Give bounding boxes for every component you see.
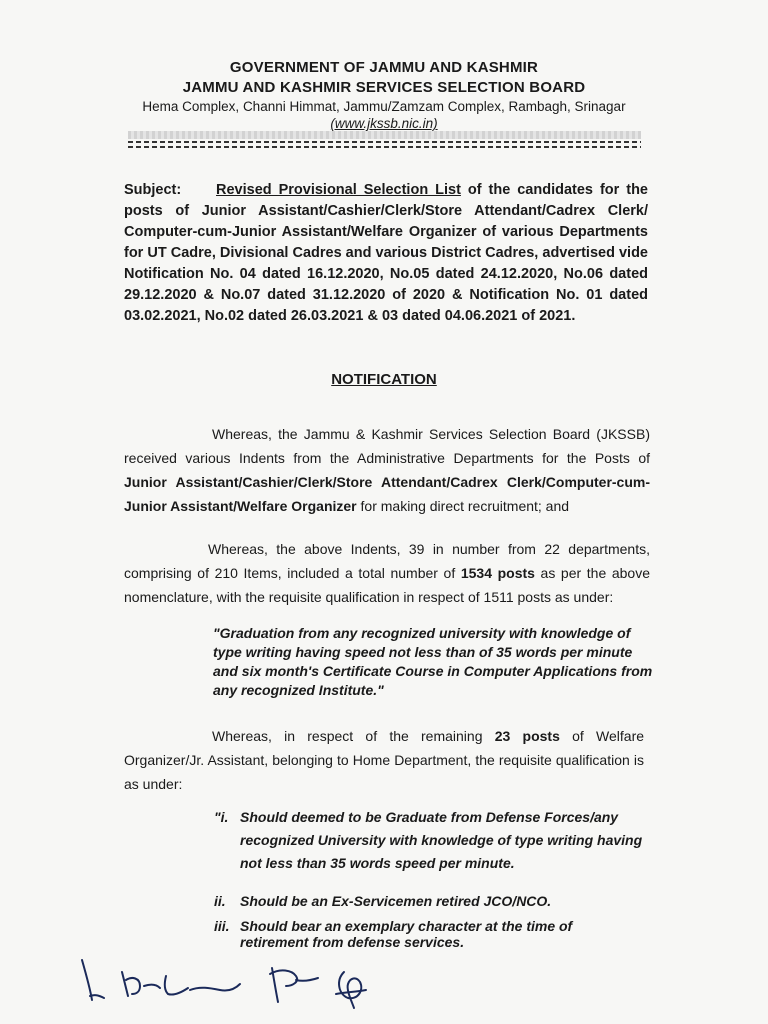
list-item-number: ii. bbox=[214, 893, 226, 909]
list-item bbox=[214, 918, 644, 950]
paragraph-3-text-a: Whereas, in respect of the remaining bbox=[212, 728, 495, 744]
paragraph-2-text-a: Whereas, the above Indents, 39 in number from 22 departments, comprising of 210 Items, included a total number of bbox=[124, 541, 650, 581]
list-item-text: Should be an Ex-Servicemen retired JCO/NCO. bbox=[240, 893, 552, 909]
paragraph-2 bbox=[124, 537, 650, 609]
paragraph-1-text-b: for making direct recruitment; and bbox=[356, 498, 570, 514]
list-item-text: Should deemed to be Graduate from Defense Forces/any recognized University with knowledge of type writing having not less than 35 words speed per minute. bbox=[240, 809, 643, 871]
board-website: (www.jkssb.nic.in) bbox=[330, 116, 438, 131]
board-address: Hema Complex, Channi Himmat, Jammu/Zamzam Complex, Rambagh, Srinagar bbox=[142, 99, 626, 114]
subject-underlined: Revised Provisional Selection List bbox=[216, 182, 461, 198]
list-item-text: Should bear an exemplary character at the time of retirement from defense services. bbox=[240, 918, 573, 950]
header-dashed-rule bbox=[128, 141, 641, 143]
header-rule-shade bbox=[128, 131, 641, 139]
paragraph-2-bold: 1534 posts bbox=[460, 565, 535, 581]
paragraph-3 bbox=[124, 724, 644, 796]
list-item-number: "i. bbox=[214, 809, 229, 825]
paragraph-3-text-b: of Welfare Organizer/Jr. Assistant, belonging to Home Department, the requisite qualification is as under: bbox=[124, 728, 645, 792]
board-heading: JAMMU AND KASHMIR SERVICES SELECTION BOARD bbox=[182, 79, 586, 96]
subject-text: of the candidates for the posts of Junior Assistant/Cashier/Clerk/Store Attendant/Cadrex Clerk/ Computer-cum-Junior Assistant/Welfare Organizer of various Departments for UT Cadre, Divisional Cadres and various District Cadres, advertised vide Notification No. 04 dated 16.12.2020, No.05 dated 24.12.2020, No.06 dated 29.12.2020 & No.07 dated 31.12.2020 of 2020 & Notification No. 01 dated 03.02.2021, No.02 dated 26.03.2021 & 03 dated 04.06.2021 of 2021. bbox=[124, 182, 648, 324]
handwritten-signatures bbox=[60, 950, 390, 1010]
paragraph-2-text-b: as per the above nomenclature, with the requisite qualification in respect of 1511 posts as under: bbox=[124, 565, 650, 605]
paragraph-1-bold: Junior Assistant/Cashier/Clerk/Store Attendant/Cadrex Clerk/Computer-cum-Junior Assistant/Welfare Organizer bbox=[124, 474, 650, 514]
subject-block bbox=[124, 180, 648, 327]
list-item bbox=[214, 806, 644, 875]
qualification-quote: "Graduation from any recognized university with knowledge of type writing having speed not less than of 35 words per minute and six month's Certificate Course in Computer Applications from any recognized Institute." bbox=[213, 625, 653, 698]
govt-heading: GOVERNMENT OF JAMMU AND KASHMIR bbox=[229, 59, 539, 76]
paragraph-1-text-a: Whereas, the Jammu & Kashmir Services Selection Board (JKSSB) received various Indents from the Administrative Departments for the Posts of bbox=[124, 426, 650, 466]
notification-title: NOTIFICATION bbox=[331, 371, 437, 388]
paragraph-1 bbox=[124, 422, 650, 518]
paragraph-3-bold: 23 posts bbox=[494, 728, 560, 744]
list-item-number: iii. bbox=[214, 918, 230, 934]
header-dashed-rule-2 bbox=[128, 146, 641, 148]
subject-label: Subject: bbox=[124, 182, 182, 198]
list-item bbox=[214, 890, 644, 913]
